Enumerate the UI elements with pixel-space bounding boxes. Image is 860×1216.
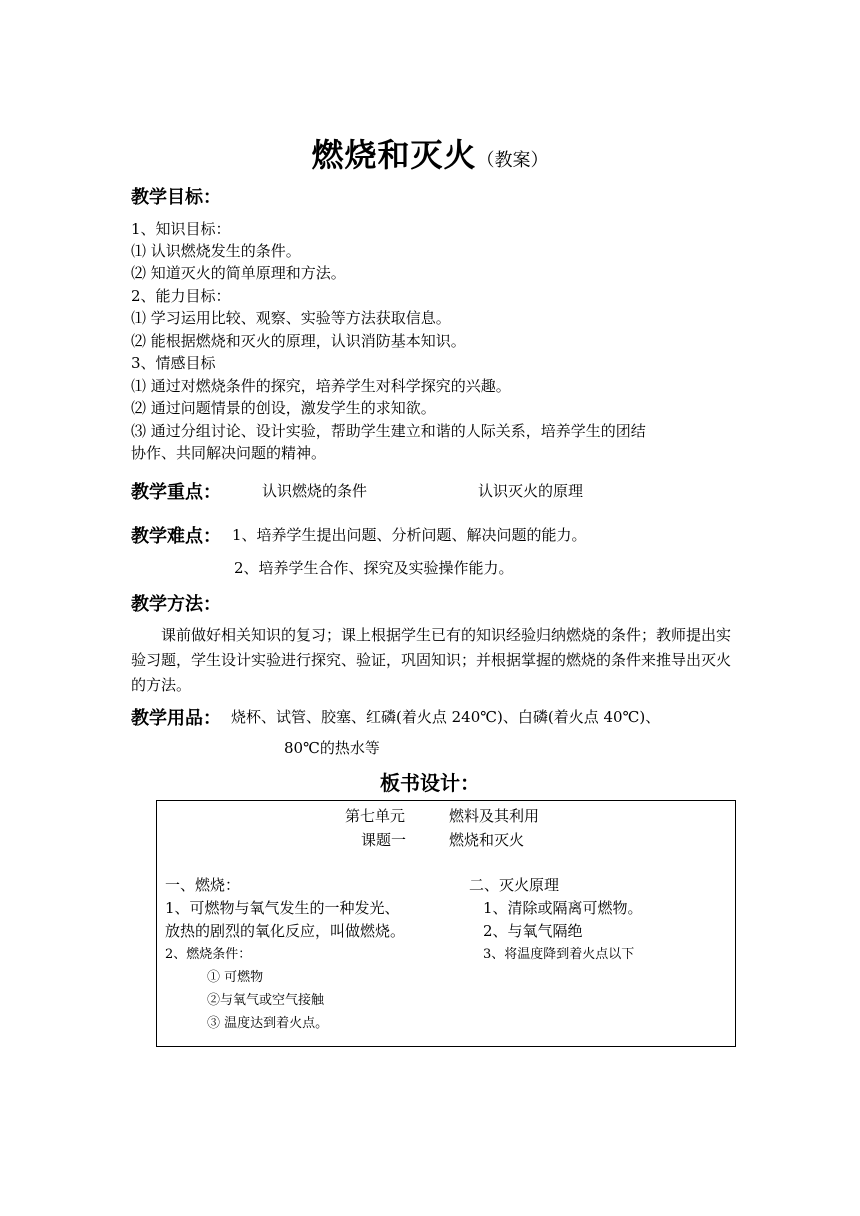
objective-line: 1、知识目标： (131, 220, 231, 238)
objective-line: 3、情感目标 (131, 354, 216, 372)
key-point-item: 认识灭火的原理 (478, 482, 584, 500)
objective-line: ⑴ 通过对燃烧条件的探究，培养学生对科学探究的兴趣。 (131, 377, 511, 395)
board-condition-item: ③ 温度达到着火点。 (207, 1016, 329, 1031)
title-main: 燃烧和灭火 (311, 136, 477, 174)
methods-heading: 教学方法： (131, 594, 221, 615)
objective-line: 协作、共同解决问题的精神。 (131, 444, 327, 462)
materials-heading: 教学用品： (131, 708, 221, 729)
objective-line: ⑵ 知道灭火的简单原理和方法。 (131, 264, 346, 282)
difficulties-heading: 教学难点： (131, 526, 221, 547)
board-unit: 第七单元 (345, 807, 406, 825)
objective-line: 2、能力目标： (131, 287, 231, 305)
difficulty-item: 1、培养学生提出问题、分析问题、解决问题的能力。 (232, 526, 587, 544)
board-lesson-title: 燃烧和灭火 (449, 831, 525, 849)
board-extinguish-item: 2、与氧气隔绝 (483, 922, 583, 940)
methods-text: 课前做好相关知识的复习；课上根据学生已有的知识经验归纳燃烧的条件；教师提出实验习题，学生设计实验进行探究、验证，巩固知识；并根据掌握的燃烧的条件来推导出灭火的方法。 (131, 626, 732, 694)
difficulty-item: 2、培养学生合作、探究及实验操作能力。 (234, 559, 514, 577)
objective-line: ⑶ 通过分组讨论、设计实验，帮助学生建立和谐的人际关系，培养学生的团结 (131, 422, 646, 440)
board-extinguish-heading: 二、灭火原理 (469, 876, 560, 894)
materials-line: 80℃的热水等 (284, 739, 380, 757)
objectives-heading: 教学目标： (131, 187, 221, 208)
board-extinguish-item: 1、清除或隔离可燃物。 (483, 899, 643, 917)
board-lesson: 课题一 (361, 831, 407, 849)
key-point-item: 认识燃烧的条件 (262, 482, 368, 500)
objective-line: ⑵ 通过问题情景的创设，激发学生的求知欲。 (131, 399, 436, 417)
materials-line: 烧杯、试管、胶塞、红磷(着火点 240℃)、白磷(着火点 40℃)、 (231, 708, 661, 726)
board-extinguish-item: 3、将温度降到着火点以下 (483, 947, 635, 962)
objective-line: ⑵ 能根据燃烧和灭火的原理，认识消防基本知识。 (131, 332, 466, 350)
objective-line: ⑴ 认识燃烧发生的条件。 (131, 242, 301, 260)
board-burning-def: 放热的剧烈的氧化反应，叫做燃烧。 (165, 922, 406, 940)
board-heading: 板书设计： (380, 771, 480, 795)
board-design-box (156, 800, 736, 1047)
board-burning-heading: 一、燃烧： (165, 876, 241, 894)
board-burning-conditions: 2、燃烧条件： (165, 947, 252, 962)
key-points-heading: 教学重点： (131, 482, 221, 503)
objective-line: ⑴ 学习运用比较、观察、实验等方法获取信息。 (131, 309, 451, 327)
board-burning-def: 1、可燃物与氧气发生的一种发光、 (165, 899, 400, 917)
title-sub: （教案） (476, 150, 549, 171)
board-condition-item: ① 可燃物 (207, 970, 264, 985)
board-condition-item: ②与氧气或空气接触 (207, 993, 325, 1008)
board-unit-title: 燃料及其利用 (449, 807, 540, 825)
document-title (0, 130, 860, 176)
